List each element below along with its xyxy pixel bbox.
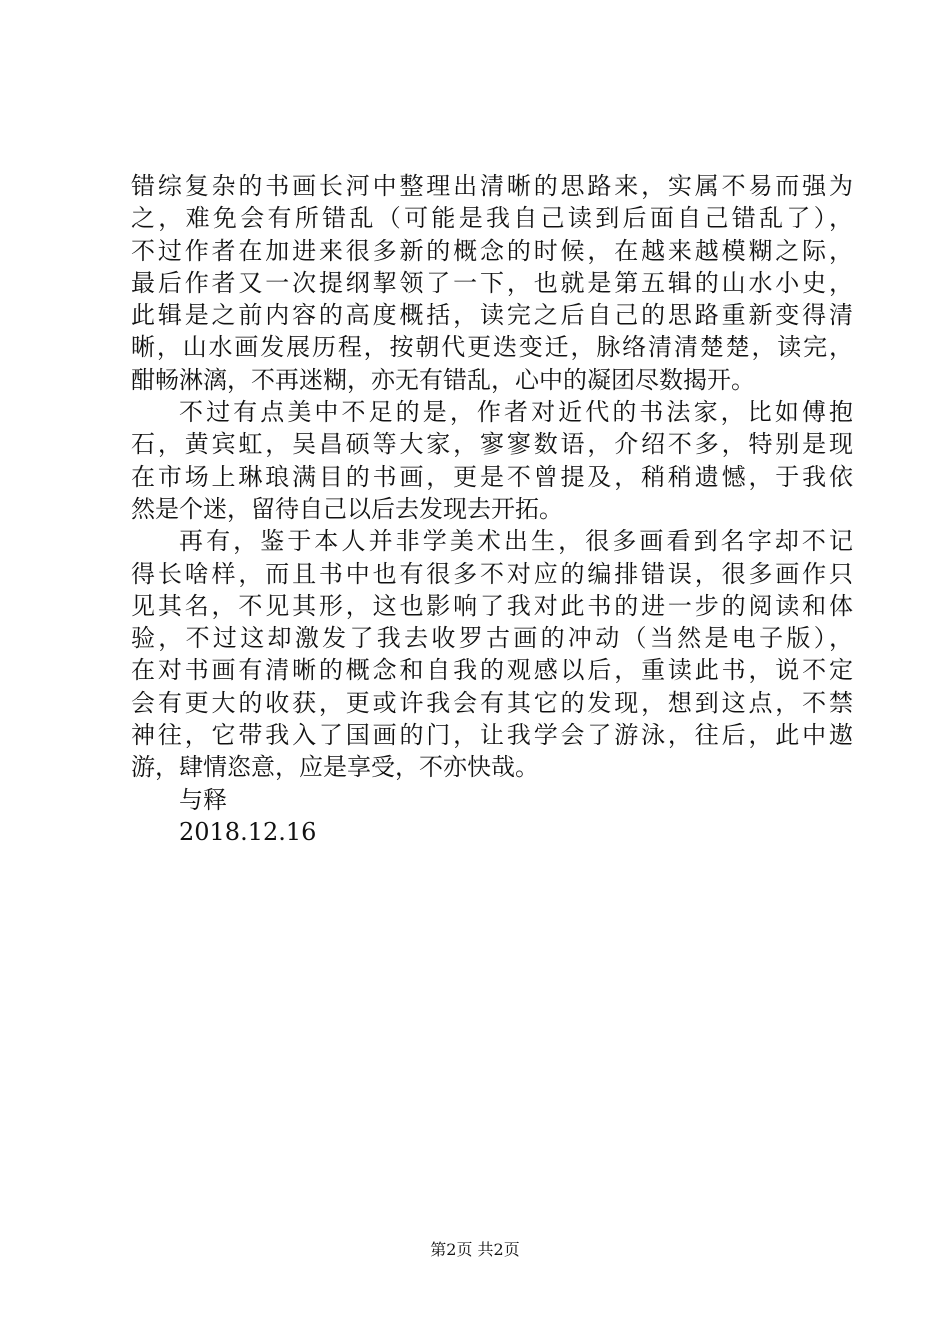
text-line: 得长啥样，而且书中也有很多不对应的编排错误，很多画作只 (131, 559, 853, 588)
page-number-label: 第2页 共2页 (430, 1240, 520, 1259)
text-line: 再有，鉴于本人并非学美术出生，很多画看到名字却不记 (179, 527, 853, 556)
text-line: 见其名，不见其形，这也影响了我对此书的进一步的阅读和体 (131, 591, 853, 620)
signature: 与释 (179, 785, 227, 814)
text-line: 游，肆情恣意，应是享受，不亦快哉。 (131, 753, 539, 782)
text-line: 晰，山水画发展历程，按朝代更迭变迁，脉络清清楚楚，读完， (131, 333, 853, 362)
document-body (131, 170, 853, 848)
paragraph-2 (131, 396, 853, 525)
text-line: 然是个迷，留待自己以后去发现去开拓。 (131, 494, 563, 523)
text-line: 此辑是之前内容的高度概括，读完之后自己的思路重新变得清 (131, 301, 853, 330)
paragraph-3 (131, 525, 853, 783)
text-line: 不过作者在加进来很多新的概念的时候，在越来越模糊之际， (131, 236, 853, 265)
text-line: 会有更大的收获，更或许我会有其它的发现，想到这点，不禁 (131, 688, 853, 717)
text-line: 石，黄宾虹，吴昌硕等大家，寥寥数语，介绍不多，特别是现 (131, 430, 853, 459)
paragraph-1 (131, 170, 853, 396)
text-line: 最后作者又一次提纲挈领了一下，也就是第五辑的山水小史， (131, 268, 853, 297)
date: 2018.12.16 (179, 817, 317, 846)
text-line: 验，不过这却激发了我去收罗古画的冲动（当然是电子版）， (131, 624, 853, 653)
text-line: 在市场上琳琅满目的书画，更是不曾提及，稍稍遗憾，于我依 (131, 462, 853, 491)
text-line: 错综复杂的书画长河中整理出清晰的思路来，实属不易而强为 (131, 172, 853, 200)
text-line: 神往，它带我入了国画的门，让我学会了游泳，往后，此中遨 (131, 721, 853, 750)
text-line: 酣畅淋漓，不再迷糊，亦无有错乱，心中的凝团尽数揭开。 (131, 365, 755, 394)
text-line: 之，难免会有所错乱（可能是我自己读到后面自己错乱了）， (131, 204, 853, 233)
text-line: 在对书画有清晰的概念和自我的观感以后，重读此书，说不定 (131, 656, 853, 685)
text-line: 不过有点美中不足的是，作者对近代的书法家，比如傅抱 (179, 398, 853, 427)
page-footer (0, 1240, 950, 1260)
